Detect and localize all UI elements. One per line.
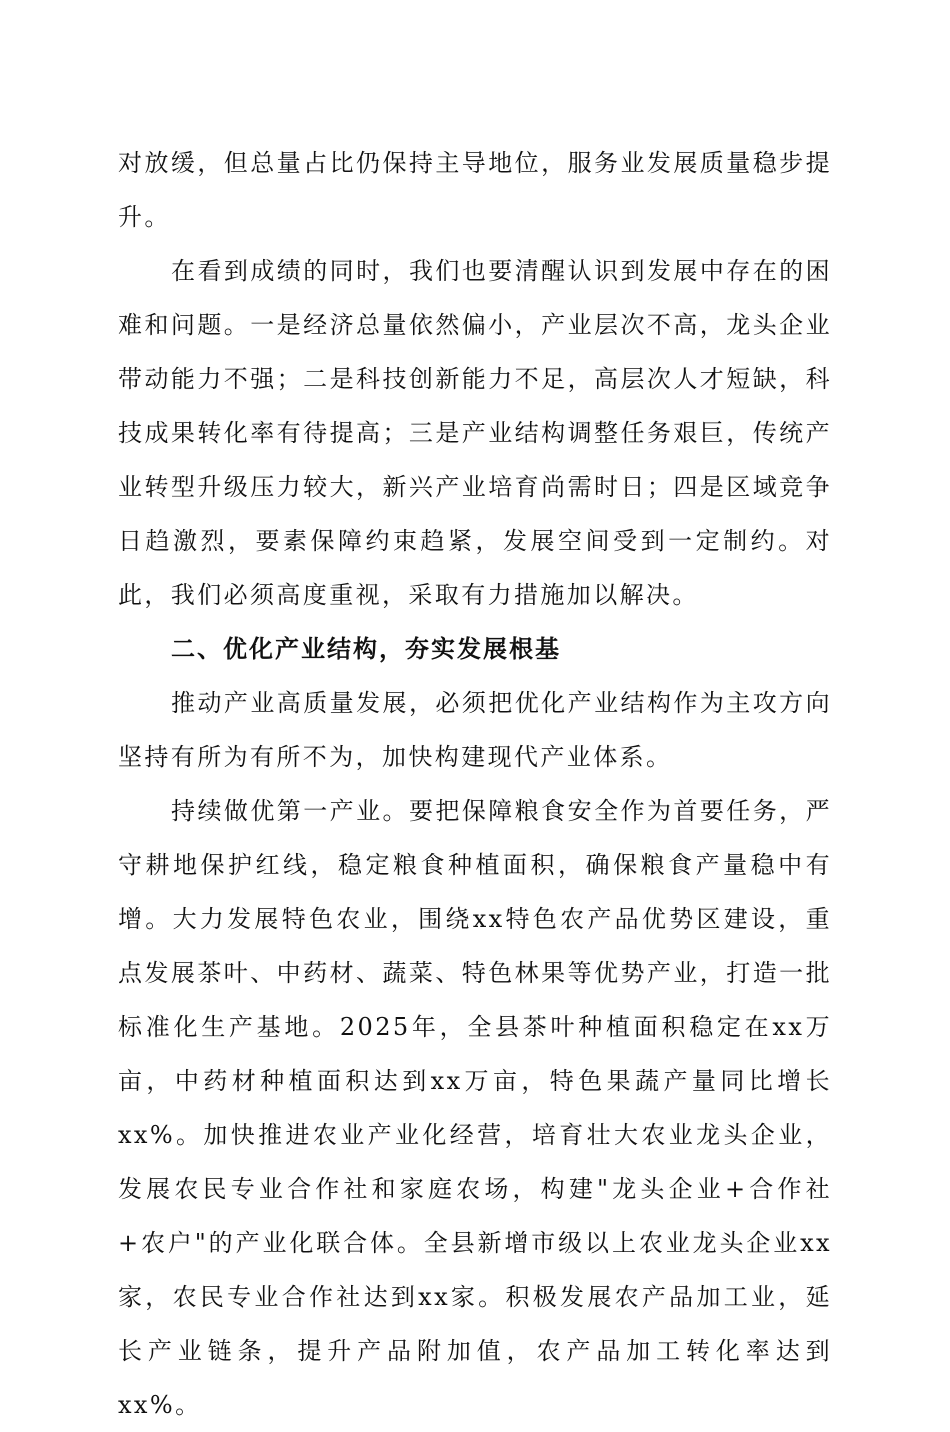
paragraph-primary-industry: 持续做优第一产业。要把保障粮食安全作为首要任务，严守耕地保护红线，稳定粮食种植面积，确保粮食产量稳中有增。大力发展特色农业，围绕xx特色农产品优势区建设，重点发展茶叶、中药材、蔬菜、特色林果等优势产业，打造一批标准化生产基地。2025年，全县茶叶种植面积稳定在xx万亩，中药材种植面积达到xx万亩，特色果蔬产量同比增长xx%。加快推进农业产业化经营，培育壮大农业龙头企业，发展农民专业合作社和家庭农场，构建"龙头企业+合作社+农户"的产业化联合体。全县新增市级以上农业龙头企业xx家，农民专业合作社达到xx家。积极发展农产品加工业，延长产业链条，提升产品附加值，农产品加工转化率达到xx%。	[118, 797, 832, 1419]
section-heading: 二、优化产业结构，夯实发展根基	[171, 635, 561, 663]
paragraph-intro: 推动产业高质量发展，必须把优化产业结构作为主攻方向坚持有所为有所不为，加快构建现代产业体系。	[118, 689, 832, 771]
paragraph-continuation: 对放缓，但总量占比仍保持主导地位，服务业发展质量稳步提升。	[118, 149, 832, 231]
paragraph-problems: 在看到成绩的同时，我们也要清醒认识到发展中存在的困难和问题。一是经济总量依然偏小，产业层次不高，龙头企业带动能力不强；二是科技创新能力不足，高层次人才短缺，科技成果转化率有待提高；三是产业结构调整任务艰巨，传统产业转型升级压力较大，新兴产业培育尚需时日；四是区域竞争日趋激烈，要素保障约束趋紧，发展空间受到一定制约。对此，我们必须高度重视，采取有力措施加以解决。	[118, 257, 832, 609]
document-body	[118, 136, 832, 1432]
